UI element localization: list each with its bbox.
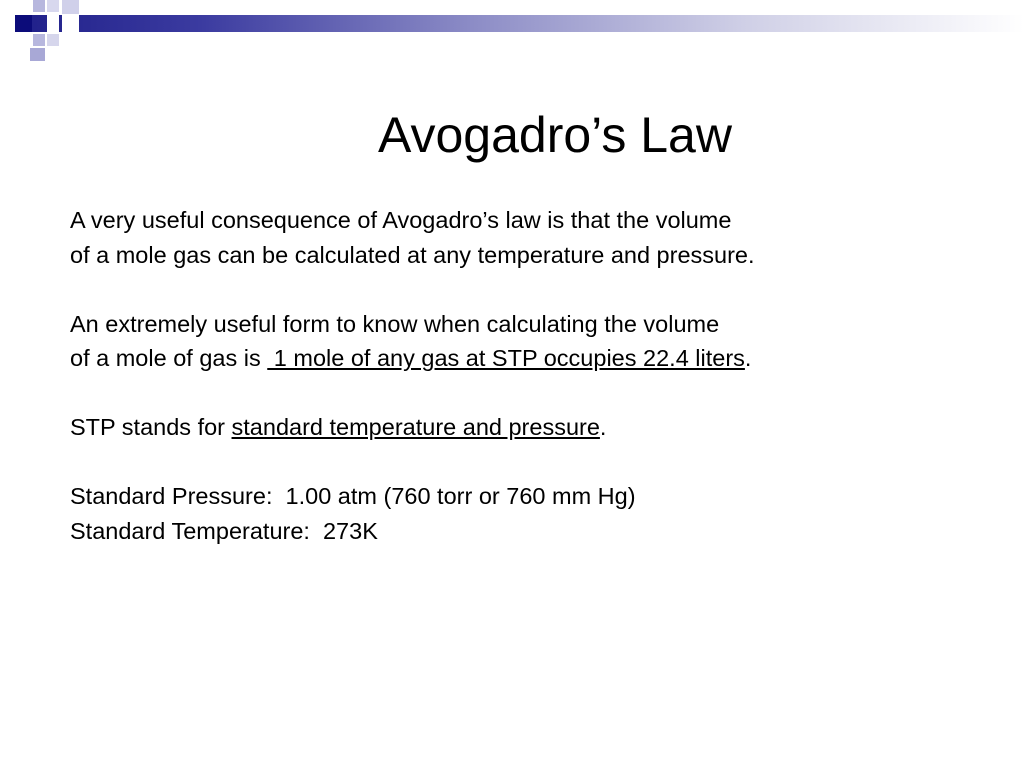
decorative-square xyxy=(47,34,59,46)
body-text: of a mole of gas is xyxy=(70,345,268,371)
body-text: STP stands for xyxy=(70,414,232,440)
body-text: . xyxy=(744,345,752,371)
body-line xyxy=(70,341,970,376)
underlined-text: standard temperature and pressure xyxy=(231,414,600,440)
decorative-square xyxy=(15,15,32,32)
paragraph-gap xyxy=(70,376,970,411)
decorative-square xyxy=(33,0,45,12)
underlined-text: 1 mole of any gas at STP occupies 22.4 liters xyxy=(267,345,745,371)
decorative-square xyxy=(62,15,79,32)
decorative-square xyxy=(62,0,79,14)
decorative-square xyxy=(47,0,59,12)
slide-body xyxy=(70,203,970,548)
body-line: A very useful consequence of Avogadro’s law is that the volume xyxy=(70,207,732,233)
body-text: . xyxy=(599,414,607,440)
body-line: An extremely useful form to know when calculating the volume xyxy=(70,310,720,337)
paragraph-gap xyxy=(70,445,970,480)
decorative-square xyxy=(30,48,45,61)
decorative-square xyxy=(47,15,59,32)
body-line: of a mole gas can be calculated at any temperature and pressure. xyxy=(70,241,755,268)
slide-title: Avogadro’s Law xyxy=(378,107,732,163)
body-line: Standard Temperature: 273K xyxy=(70,517,378,544)
body-line xyxy=(70,410,970,445)
header-gradient-band xyxy=(20,15,1024,32)
paragraph-gap xyxy=(70,272,970,307)
decorative-square xyxy=(33,34,45,46)
body-line: Standard Pressure: 1.00 atm (760 torr or 760 mm Hg) xyxy=(70,483,636,509)
